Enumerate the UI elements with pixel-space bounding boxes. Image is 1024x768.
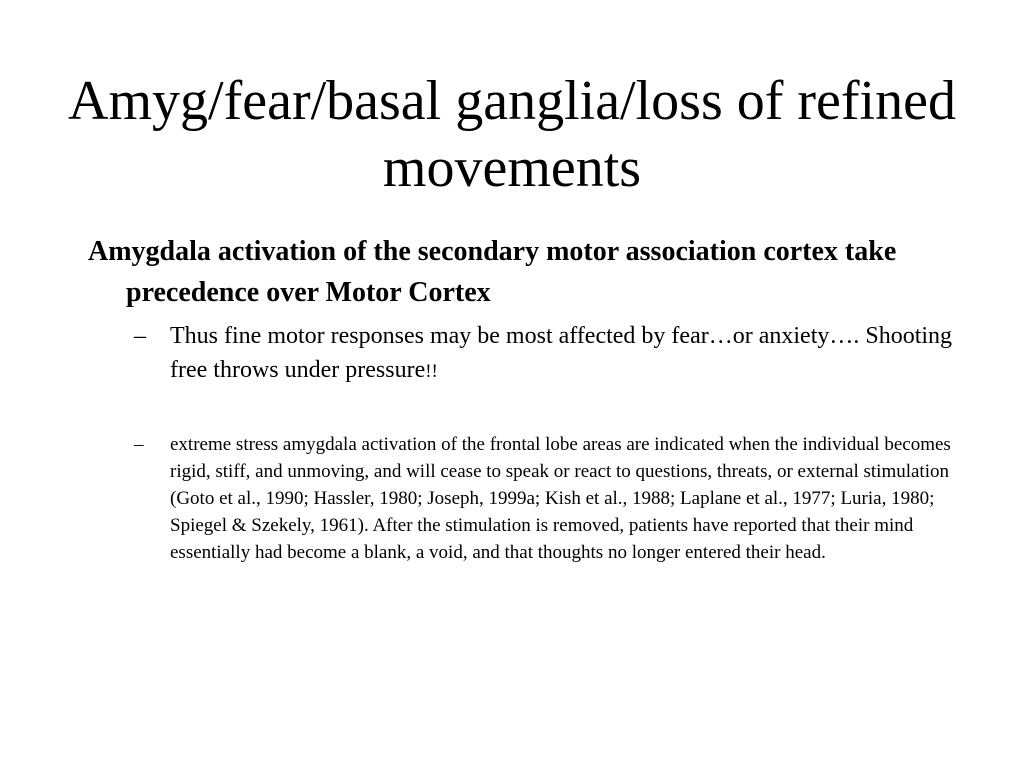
- dash-marker: –: [134, 323, 146, 349]
- sub-bullet-1-text: Thus fine motor responses may be most affected by fear…or anxiety…. Shooting free throws under pressure: [170, 323, 953, 383]
- sub-bullet-2-text: extreme stress amygdala activation of the frontal lobe areas are indicated when the individual becomes rigid, stiff, and unmoving, and will cease to speak or react to questions, threats, or external stimulation (Goto et al., 1990; Hassler, 1980; Joseph, 1999a; Kish et al., 1988; Laplane et al., 1977; Luria, 1980; Spiegel & Szekely, 1961). After the stimulation is removed, patients have reported that their mind essentially had become a blank, a void, and that thoughts no longer entered their head.: [170, 434, 951, 563]
- slide-body: [88, 231, 968, 566]
- sub-bullet-1: [88, 319, 968, 389]
- slide-title: Amyg/fear/basal ganglia/loss of refined movements: [68, 70, 956, 199]
- sub-bullet-2: [88, 431, 968, 566]
- main-bullet: Amygdala activation of the secondary motor association cortex take precedence over Motor Cortex: [88, 236, 897, 308]
- dash-marker: –: [134, 434, 144, 455]
- sub-bullet-1-suffix: !!: [425, 361, 438, 382]
